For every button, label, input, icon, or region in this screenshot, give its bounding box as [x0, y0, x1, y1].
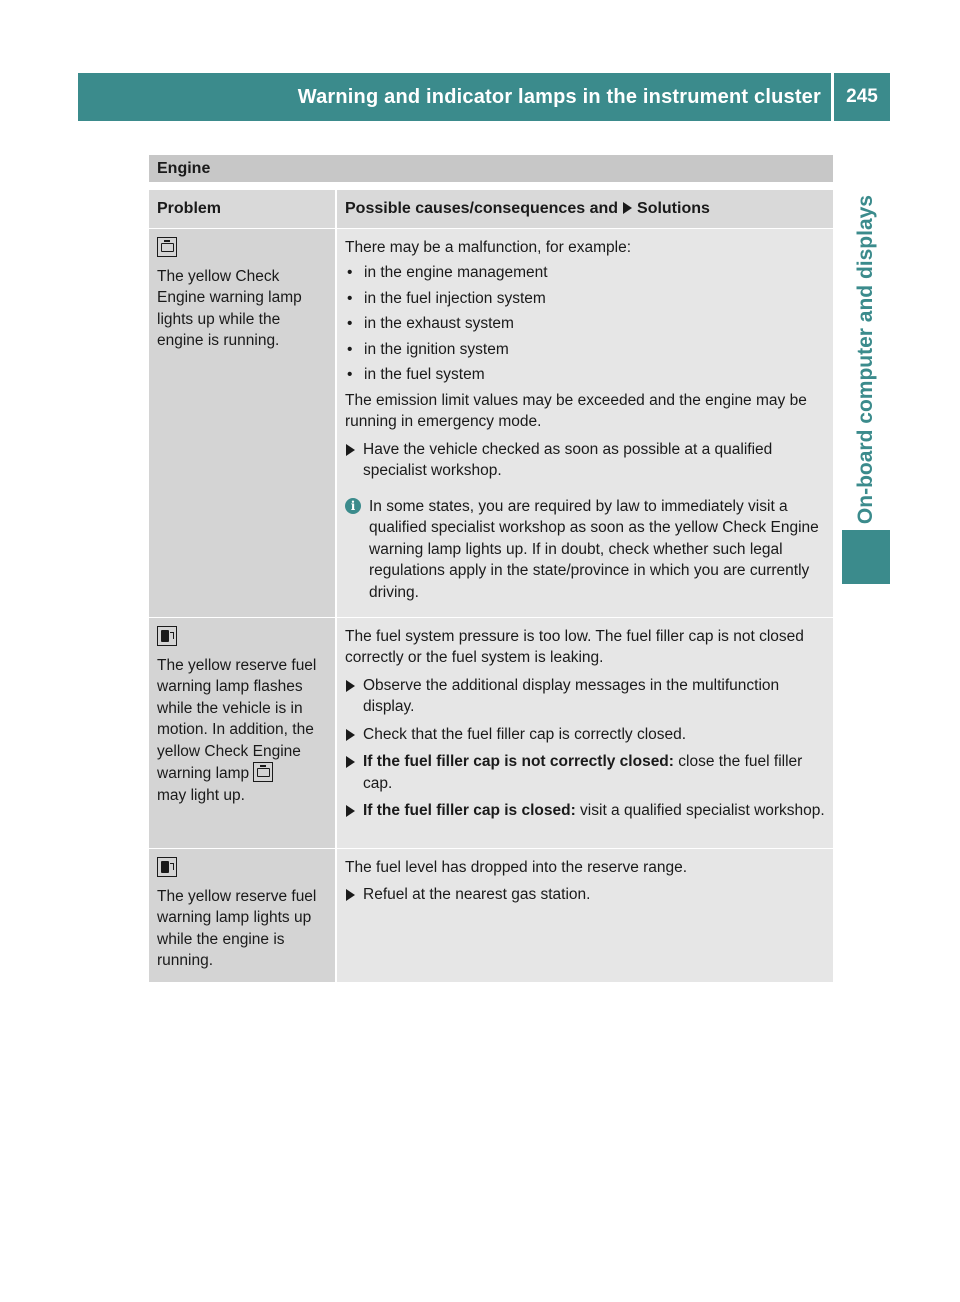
solution-step: If the fuel filler cap is not correctly closed: close the fuel filler cap.: [345, 751, 827, 794]
step-arrow-icon: [346, 680, 355, 692]
page-header: [78, 73, 890, 121]
cause-after: The emission limit values may be exceeded and the engine may be running in emergency mode.: [345, 391, 807, 430]
info-icon: i: [345, 498, 361, 514]
problem-cell: [149, 618, 335, 848]
col-solutions-text-b: Solutions: [637, 200, 710, 217]
solution-step: Observe the additional display messages in the multifunction display.: [345, 675, 827, 718]
arrow-icon: [623, 202, 632, 214]
solution-step: If the fuel filler cap is closed: visit a qualified specialist workshop.: [345, 800, 827, 822]
solution-cell: [337, 229, 833, 617]
col-solutions-header: [337, 190, 833, 228]
step-arrow-icon: [346, 756, 355, 768]
problem-text: The yellow reserve fuel warning lamp lights up while the engine is running.: [157, 887, 317, 969]
list-item: • in the engine management: [347, 264, 548, 281]
problem-text: The yellow Check Engine warning lamp lights up while the engine is running.: [157, 267, 302, 349]
solution-step: Check that the fuel filler cap is correctly closed.: [345, 724, 827, 746]
step-arrow-icon: [346, 805, 355, 817]
list-item: • in the fuel injection system: [347, 289, 546, 307]
solution-step: Have the vehicle checked as soon as possible at a qualified specialist workshop.: [345, 439, 827, 482]
table-row: [149, 229, 833, 618]
cause-intro: There may be a malfunction, for example:: [345, 238, 632, 256]
list-item: • in the fuel system: [347, 366, 485, 383]
step-arrow-icon: [346, 889, 355, 901]
problem-cell: [149, 849, 335, 982]
col-problem-header: Problem: [149, 190, 335, 228]
solution-cell: [337, 618, 833, 848]
problem-text: The yellow reserve fuel warning lamp flashes while the vehicle is in motion. In addition, the yellow Check Engine warning lamp may light up.: [157, 656, 317, 804]
solution-cell: [337, 849, 833, 982]
solution-step: Refuel at the nearest gas station.: [345, 884, 827, 906]
step-arrow-icon: [346, 444, 355, 456]
fuel-reserve-icon: [157, 626, 177, 646]
check-engine-icon: [253, 762, 273, 782]
cause-intro: The fuel level has dropped into the reserve range.: [345, 858, 688, 876]
side-tab: [842, 121, 890, 528]
side-tab-label: On-board computer and displays: [854, 194, 877, 524]
check-engine-icon: [157, 237, 177, 257]
table-header-row: [149, 190, 833, 229]
col-solutions-text-a: Possible causes/consequences and: [345, 200, 619, 217]
page-number: 245: [846, 86, 878, 107]
list-item: • in the exhaust system: [347, 315, 514, 332]
section-title: Engine: [149, 155, 833, 182]
table-row: [149, 618, 833, 849]
header-title: Warning and indicator lamps in the instrument cluster: [297, 85, 821, 108]
info-note: i In some states, you are required by law to immediately visit a qualified specialist workshop as soon as the yellow Check Engine warning lamp lights up. If in doubt, check whether such legal regulations apply in the state/province in which you are currently driving.: [345, 496, 827, 604]
cause-intro: The fuel system pressure is too low. The fuel filler cap is not closed correctly or the fuel system is leaking.: [345, 627, 804, 666]
warning-table: [149, 190, 833, 983]
side-tab-block: [842, 530, 890, 584]
fuel-reserve-icon: [157, 857, 177, 877]
problem-cell: [149, 229, 335, 617]
step-arrow-icon: [346, 729, 355, 741]
list-item: • in the ignition system: [347, 340, 509, 358]
table-row: [149, 849, 833, 983]
